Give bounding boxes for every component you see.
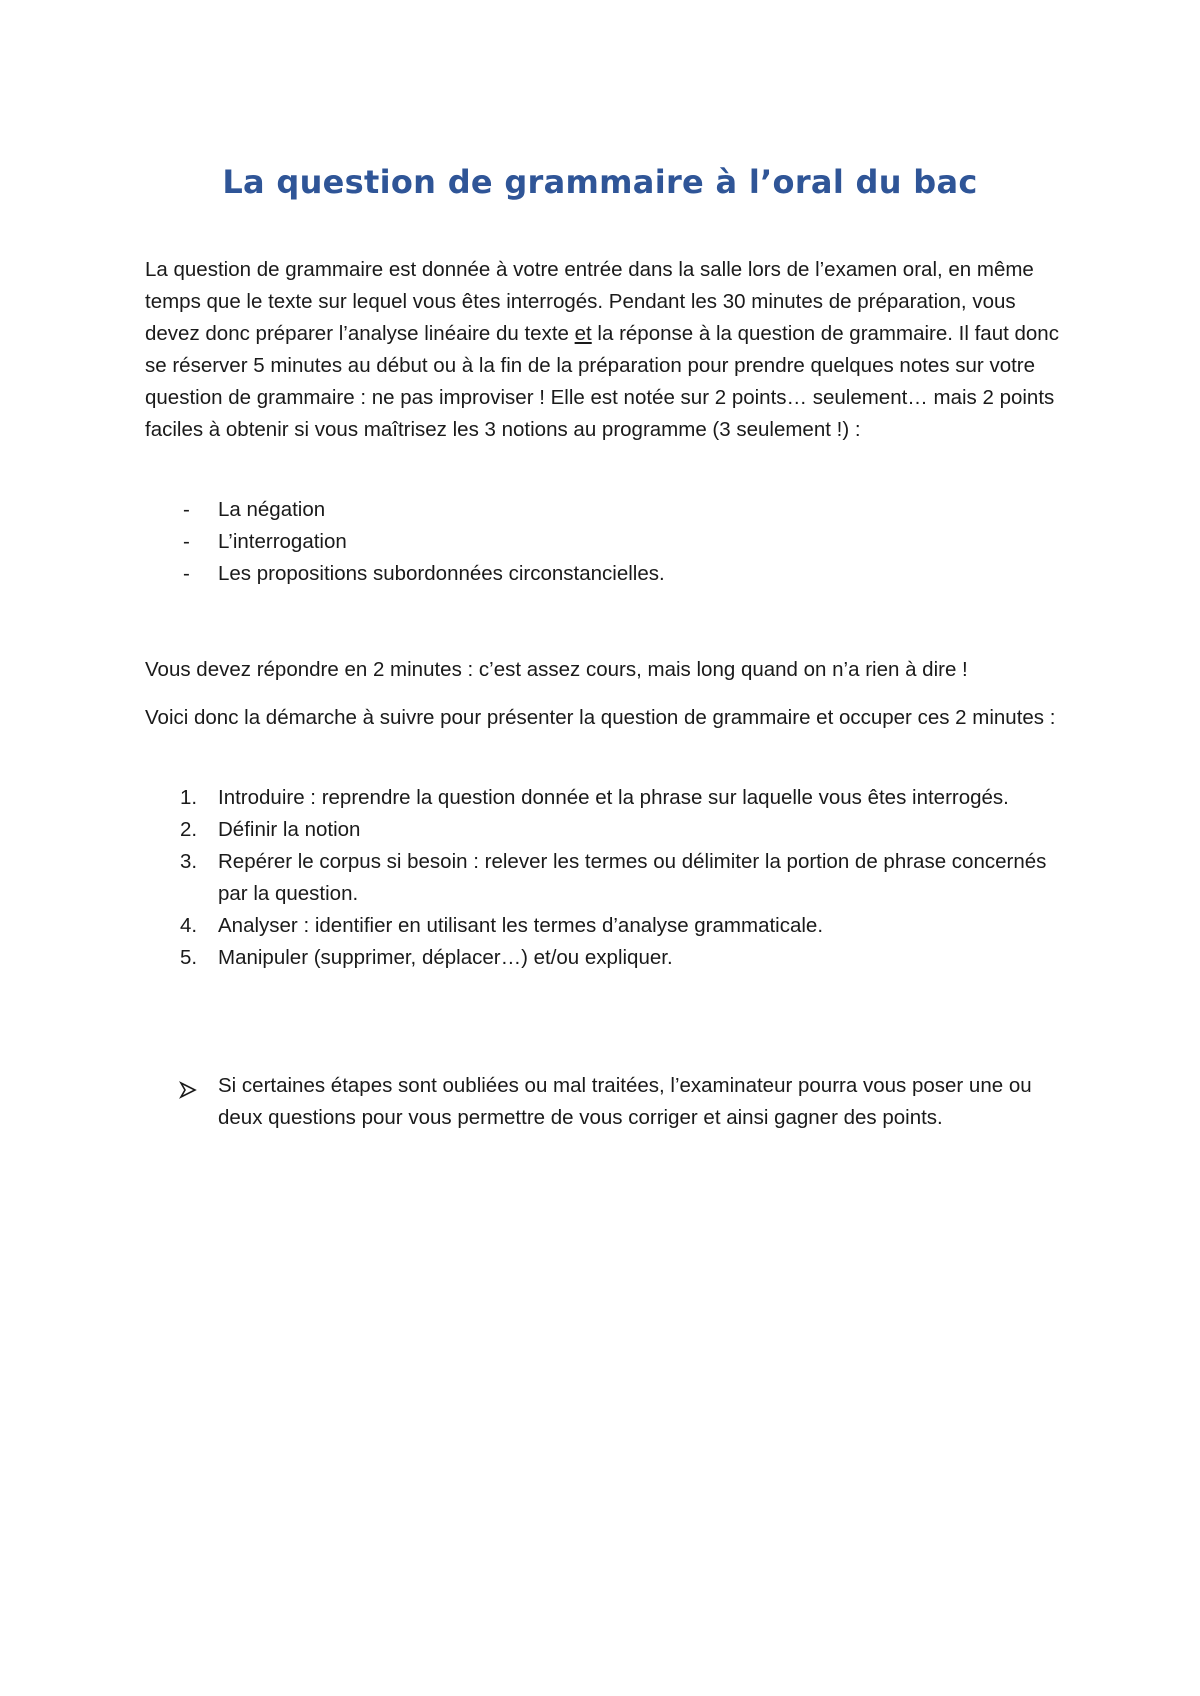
step-text: Analyser : identifier en utilisant les termes d’analyse grammaticale. [218,914,824,937]
notions-list [145,494,665,590]
list-item-text: La négation [218,498,326,521]
list-item-text: Les propositions subordonnées circonstancielles. [218,562,665,585]
arrow-bullet-icon [179,1077,197,1109]
step-number: 2. [180,818,198,841]
step-text: Repérer le corpus si besoin : relever les termes ou délimiter la portion de phrase concernés par la question. [218,850,1047,905]
intro-paragraph [145,254,1065,446]
list-item [145,526,665,558]
note-list [145,1070,1065,1134]
list-item [145,942,1065,974]
list-item [145,782,1065,814]
dash-bullet: - [183,562,190,585]
note-text: Si certaines étapes sont oubliées ou mal traitées, l’examinateur pourra vous poser une ou deux questions pour vous permettre de vous corriger et ainsi gagner des points. [218,1074,1032,1129]
timing-paragraph: Vous devez répondre en 2 minutes : c’est assez cours, mais long quand on n’a rien à dire ! [145,658,968,681]
dash-bullet: - [183,530,190,553]
step-number: 1. [180,786,198,809]
list-item [145,814,1065,846]
intro-text-part-1: La question de grammaire est donnée à votre entrée dans la salle lors de l’examen oral, en même temps que le texte sur lequel vous êtes interrogés. Pendant les 30 minutes de préparation, vous devez donc préparer l’analyse linéaire du texte [145,258,1034,345]
list-item [145,494,665,526]
step-text: Introduire : reprendre la question donnée et la phrase sur laquelle vous êtes interrogés. [218,786,1009,809]
steps-list [145,782,1065,974]
intro-text-part-2: la réponse à la question de grammaire. Il faut donc se réserver 5 minutes au début ou à la fin de la préparation pour prendre quelques notes sur votre question de grammaire : ne pas improviser ! Elle est notée sur 2 points… seulement… mais 2 points faciles à obtenir si vous maîtrisez les 3 notions au programme (3 seulement !) : [145,322,1059,441]
list-item-text: L’interrogation [218,530,347,553]
intro-underlined-word: et [574,322,592,345]
method-paragraph: Voici donc la démarche à suivre pour présenter la question de grammaire et occuper ces 2 minutes : [145,706,1056,729]
step-text: Manipuler (supprimer, déplacer…) et/ou expliquer. [218,946,673,969]
document-title: La question de grammaire à l’oral du bac [222,163,978,201]
step-number: 4. [180,914,198,937]
step-number: 3. [180,850,198,873]
list-item [145,910,1065,942]
step-number: 5. [180,946,198,969]
step-text: Définir la notion [218,818,361,841]
list-item [145,558,665,590]
list-item [145,1070,1065,1134]
dash-bullet: - [183,498,190,521]
list-item [145,846,1065,910]
